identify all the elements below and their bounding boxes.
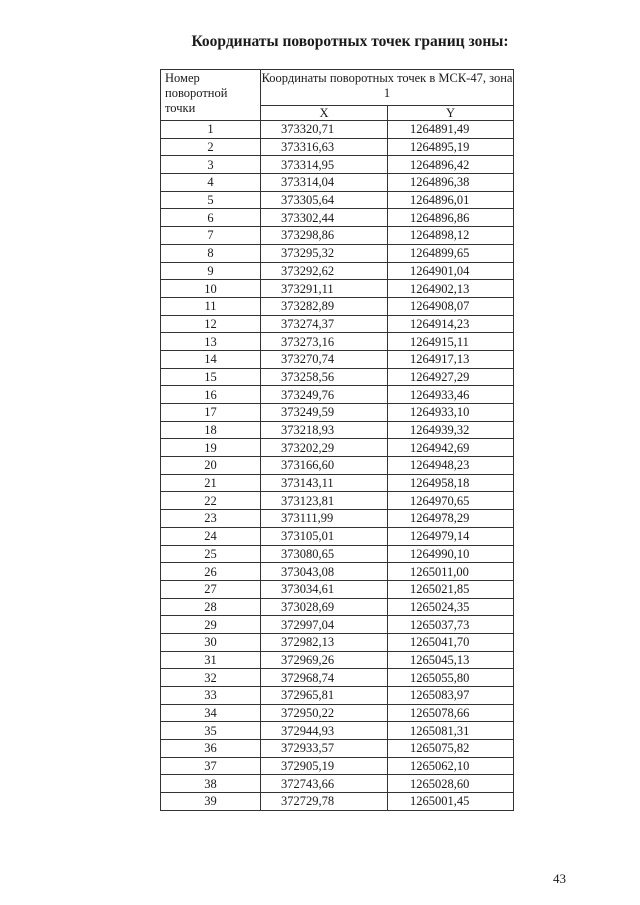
point-number-cell: 33 [161,687,261,705]
x-coordinate-cell: 373291,11 [261,280,388,298]
x-coordinate-cell: 372965,81 [261,687,388,705]
x-coordinate-cell: 372729,78 [261,793,388,811]
y-coordinate-cell: 1264896,86 [388,209,514,227]
x-coordinate-cell: 373034,61 [261,580,388,598]
x-coordinate-cell: 372933,57 [261,740,388,758]
table-row [161,333,514,351]
coordinates-table [160,69,514,811]
table-row [161,244,514,262]
table-row [161,793,514,811]
point-number-cell: 3 [161,156,261,174]
point-number-cell: 35 [161,722,261,740]
x-coordinate-cell: 373143,11 [261,474,388,492]
point-number-cell: 4 [161,174,261,192]
y-coordinate-cell: 1264895,19 [388,138,514,156]
point-number-cell: 2 [161,138,261,156]
table-row [161,651,514,669]
table-row [161,386,514,404]
y-coordinate-cell: 1264891,49 [388,121,514,139]
table-row [161,315,514,333]
y-coordinate-cell: 1265024,35 [388,598,514,616]
y-coordinate-cell: 1265081,31 [388,722,514,740]
x-coordinate-cell: 373316,63 [261,138,388,156]
table-row [161,404,514,422]
point-number-cell: 37 [161,757,261,775]
table-row [161,757,514,775]
x-coordinate-cell: 373080,65 [261,545,388,563]
x-coordinate-cell: 373258,56 [261,368,388,386]
point-number-cell: 27 [161,580,261,598]
point-number-cell: 19 [161,439,261,457]
y-coordinate-cell: 1265001,45 [388,793,514,811]
point-number-cell: 25 [161,545,261,563]
x-coordinate-cell: 372950,22 [261,704,388,722]
x-coordinate-cell: 372969,26 [261,651,388,669]
y-coordinate-cell: 1264970,65 [388,492,514,510]
point-number-cell: 10 [161,280,261,298]
y-coordinate-cell: 1265037,73 [388,616,514,634]
y-coordinate-cell: 1265028,60 [388,775,514,793]
table-row [161,227,514,245]
table-row [161,209,514,227]
point-number-cell: 17 [161,404,261,422]
point-number-cell: 26 [161,563,261,581]
point-number-cell: 15 [161,368,261,386]
point-number-cell: 21 [161,474,261,492]
point-number-cell: 6 [161,209,261,227]
y-coordinate-cell: 1265041,70 [388,633,514,651]
table-row [161,439,514,457]
table-body [161,121,514,811]
x-coordinate-cell: 373298,86 [261,227,388,245]
x-coordinate-cell: 372968,74 [261,669,388,687]
x-coordinate-cell: 373123,81 [261,492,388,510]
x-coordinate-cell: 372997,04 [261,616,388,634]
table-row [161,669,514,687]
y-coordinate-cell: 1264939,32 [388,421,514,439]
x-coordinate-cell: 372982,13 [261,633,388,651]
point-number-cell: 5 [161,191,261,209]
table-row [161,687,514,705]
point-number-cell: 31 [161,651,261,669]
table-row [161,527,514,545]
table-row [161,138,514,156]
table-row [161,616,514,634]
x-coordinate-cell: 373218,93 [261,421,388,439]
x-coordinate-cell: 373249,76 [261,386,388,404]
point-number-cell: 12 [161,315,261,333]
point-number-cell: 14 [161,350,261,368]
point-number-cell: 23 [161,510,261,528]
table-row [161,156,514,174]
x-coordinate-cell: 373105,01 [261,527,388,545]
point-number-cell: 1 [161,121,261,139]
table-row [161,722,514,740]
table-row [161,191,514,209]
y-coordinate-cell: 1264902,13 [388,280,514,298]
x-coordinate-cell: 373274,37 [261,315,388,333]
header-point-number: Номер поворотной точки [161,70,261,121]
point-number-cell: 8 [161,244,261,262]
x-coordinate-cell: 373111,99 [261,510,388,528]
x-coordinate-cell: 373028,69 [261,598,388,616]
table-row [161,580,514,598]
x-coordinate-cell: 373292,62 [261,262,388,280]
point-number-cell: 30 [161,633,261,651]
x-coordinate-cell: 373282,89 [261,297,388,315]
y-coordinate-cell: 1264948,23 [388,457,514,475]
table-row [161,598,514,616]
x-coordinate-cell: 373166,60 [261,457,388,475]
table-row [161,633,514,651]
y-coordinate-cell: 1264915,11 [388,333,514,351]
point-number-cell: 20 [161,457,261,475]
point-number-cell: 39 [161,793,261,811]
table-row [161,280,514,298]
y-coordinate-cell: 1264933,10 [388,404,514,422]
table-row [161,740,514,758]
y-coordinate-cell: 1264917,13 [388,350,514,368]
table-row [161,121,514,139]
table-row [161,174,514,192]
header-coordinates: Координаты поворотных точек в МСК-47, зона 1 [261,70,514,106]
point-number-cell: 36 [161,740,261,758]
x-coordinate-cell: 373270,74 [261,350,388,368]
y-coordinate-cell: 1264978,29 [388,510,514,528]
y-coordinate-cell: 1265083,97 [388,687,514,705]
point-number-cell: 38 [161,775,261,793]
x-coordinate-cell: 372905,19 [261,757,388,775]
x-coordinate-cell: 373314,95 [261,156,388,174]
table-row [161,563,514,581]
y-coordinate-cell: 1265045,13 [388,651,514,669]
x-coordinate-cell: 373320,71 [261,121,388,139]
x-coordinate-cell: 373273,16 [261,333,388,351]
y-coordinate-cell: 1264898,12 [388,227,514,245]
x-coordinate-cell: 373295,32 [261,244,388,262]
point-number-cell: 24 [161,527,261,545]
x-coordinate-cell: 372743,66 [261,775,388,793]
y-coordinate-cell: 1264927,29 [388,368,514,386]
table-row [161,457,514,475]
table-row [161,775,514,793]
y-coordinate-cell: 1264901,04 [388,262,514,280]
point-number-cell: 18 [161,421,261,439]
x-coordinate-cell: 373305,64 [261,191,388,209]
point-number-cell: 13 [161,333,261,351]
point-number-cell: 7 [161,227,261,245]
table-row [161,262,514,280]
y-coordinate-cell: 1265021,85 [388,580,514,598]
point-number-cell: 29 [161,616,261,634]
table-row [161,474,514,492]
y-coordinate-cell: 1264990,10 [388,545,514,563]
y-coordinate-cell: 1264896,42 [388,156,514,174]
x-coordinate-cell: 373043,08 [261,563,388,581]
x-coordinate-cell: 372944,93 [261,722,388,740]
x-coordinate-cell: 373302,44 [261,209,388,227]
y-coordinate-cell: 1264899,65 [388,244,514,262]
y-coordinate-cell: 1264896,38 [388,174,514,192]
table-row [161,350,514,368]
table-row [161,545,514,563]
page-number: 43 [553,871,566,886]
y-coordinate-cell: 1264914,23 [388,315,514,333]
table-row [161,421,514,439]
y-coordinate-cell: 1264958,18 [388,474,514,492]
x-coordinate-cell: 373249,59 [261,404,388,422]
y-coordinate-cell: 1265075,82 [388,740,514,758]
y-coordinate-cell: 1264979,14 [388,527,514,545]
table-row [161,510,514,528]
table-row [161,297,514,315]
table-row [161,492,514,510]
y-coordinate-cell: 1264933,46 [388,386,514,404]
y-coordinate-cell: 1265062,10 [388,757,514,775]
point-number-cell: 22 [161,492,261,510]
y-coordinate-cell: 1264896,01 [388,191,514,209]
table-row [161,704,514,722]
header-x: X [261,106,388,121]
document-title: Координаты поворотных точек границ зоны: [191,33,509,50]
point-number-cell: 34 [161,704,261,722]
y-coordinate-cell: 1265011,00 [388,563,514,581]
table-row [161,368,514,386]
y-coordinate-cell: 1264908,07 [388,297,514,315]
y-coordinate-cell: 1265078,66 [388,704,514,722]
point-number-cell: 28 [161,598,261,616]
x-coordinate-cell: 373314,04 [261,174,388,192]
point-number-cell: 16 [161,386,261,404]
y-coordinate-cell: 1265055,80 [388,669,514,687]
y-coordinate-cell: 1264942,69 [388,439,514,457]
point-number-cell: 32 [161,669,261,687]
point-number-cell: 11 [161,297,261,315]
header-y: Y [388,106,514,121]
point-number-cell: 9 [161,262,261,280]
x-coordinate-cell: 373202,29 [261,439,388,457]
